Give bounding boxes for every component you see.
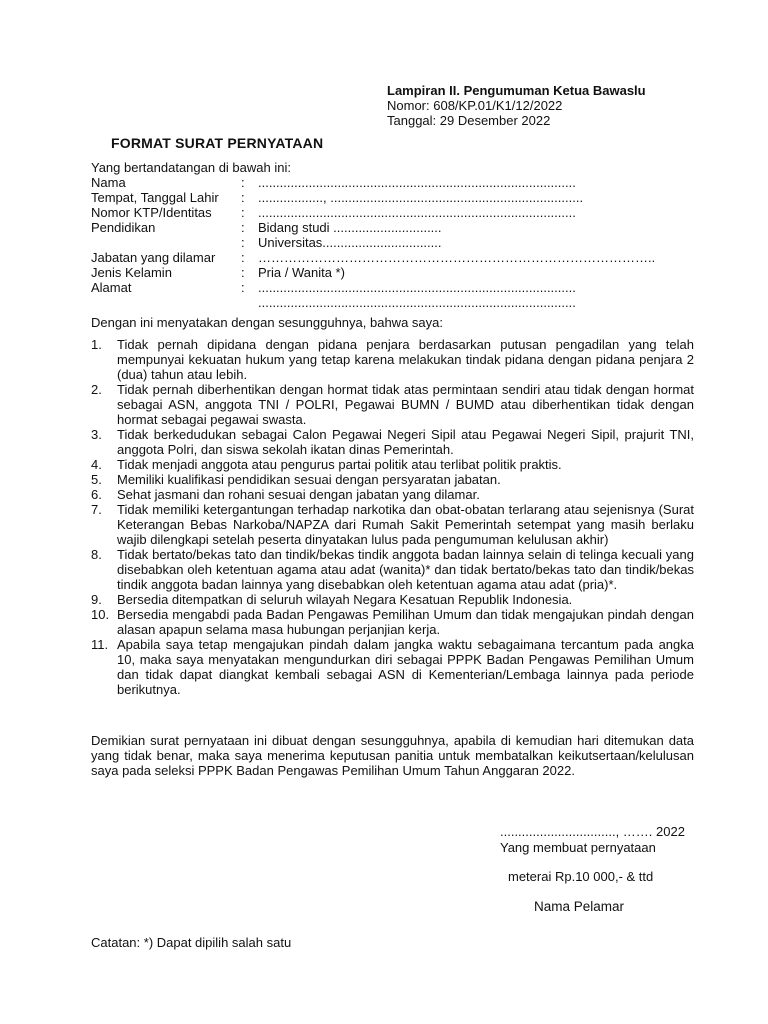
list-item-number: 3. xyxy=(91,427,102,442)
list-item-number: 2. xyxy=(91,382,102,397)
closing-paragraph: Demikian surat pernyataan ini dibuat dengan sesungguhnya, apabila di kemudian hari ditemukan data yang tidak benar, maka saya menerima keputusan panitia untuk membatalkan keikutsertaan/kelulusan saya pada seleksi PPPK Badan Pengawas Pemilihan Umum Tahun Anggaran 2022. xyxy=(91,733,694,778)
declaration-text: Dengan ini menyatakan dengan sesungguhnya, bahwa saya: xyxy=(91,315,443,330)
form-colon: : xyxy=(241,265,245,280)
form-value: ........................................................................................ xyxy=(258,280,576,295)
form-colon: : xyxy=(241,250,245,265)
list-item-number: 4. xyxy=(91,457,102,472)
list-item-text: Memiliki kualifikasi pendidikan sesuai dengan persyaratan jabatan. xyxy=(117,472,501,487)
identity-form xyxy=(91,175,655,310)
form-row xyxy=(91,205,655,220)
list-item-text: Tidak pernah dipidana dengan pidana penjara berdasarkan putusan pengadilan yang telah mempunyai kekuatan hukum yang tetap karena melakukan tindak pidana dengan pidana penjara 2 (dua) tahun atau lebih. xyxy=(117,337,694,382)
footnote: Catatan: *) Dapat dipilih salah satu xyxy=(91,935,292,950)
list-item-text: Bersedia ditempatkan di seluruh wilayah Negara Kesatuan Republik Indonesia. xyxy=(117,592,573,607)
signature-maker: Yang membuat pernyataan xyxy=(500,840,656,855)
form-row xyxy=(91,190,655,205)
form-row xyxy=(91,265,655,280)
form-label: Nama xyxy=(91,175,126,190)
form-row xyxy=(91,175,655,190)
list-item xyxy=(91,547,694,592)
form-value: ........................................................................................ xyxy=(258,175,576,190)
attachment-header xyxy=(387,83,646,128)
form-value: Bidang studi .............................. xyxy=(258,220,442,235)
list-item xyxy=(91,487,694,502)
form-value: Universitas................................. xyxy=(258,235,442,250)
form-label xyxy=(91,295,241,310)
list-item xyxy=(91,427,694,457)
attachment-title: Lampiran II. Pengumuman Ketua Bawaslu xyxy=(387,83,646,98)
list-item-number: 8. xyxy=(91,547,102,562)
form-row xyxy=(91,250,655,265)
stamp-note: meterai Rp.10 000,- & ttd xyxy=(508,869,654,884)
list-item-number: 9. xyxy=(91,592,102,607)
list-item-number: 6. xyxy=(91,487,102,502)
statement-list xyxy=(91,337,694,697)
list-item xyxy=(91,502,694,547)
form-row xyxy=(91,235,655,250)
document-title: FORMAT SURAT PERNYATAAN xyxy=(111,135,324,151)
list-item xyxy=(91,472,694,487)
form-colon: : xyxy=(241,205,245,220)
form-colon: : xyxy=(241,175,245,190)
list-item-text: Sehat jasmani dan rohani sesuai dengan jabatan yang dilamar. xyxy=(117,487,480,502)
list-item xyxy=(91,607,694,637)
list-item-number: 5. xyxy=(91,472,102,487)
list-item xyxy=(91,457,694,472)
list-item xyxy=(91,592,694,607)
list-item-number: 11. xyxy=(91,637,109,652)
list-item-text: Tidak bertato/bekas tato dan tindik/bekas tindik anggota badan lainnya selain di telinga kecuali yang disebabkan oleh ketentuan agama atau adat (wanita)* dan tidak bertato/bekas tato dan tindik/bekas tindik anggota badan lainnya yang disebabkan oleh ketentuan agama atau adat (pria)*. xyxy=(117,547,694,592)
form-label: Jenis Kelamin xyxy=(91,265,172,280)
form-value: .................., ...................................................................... xyxy=(258,190,584,205)
form-label: Pendidikan xyxy=(91,220,156,235)
list-item-number: 7. xyxy=(91,502,102,517)
form-colon: : xyxy=(241,235,245,250)
form-label: Tempat, Tanggal Lahir xyxy=(91,190,219,205)
form-row xyxy=(91,295,655,310)
form-colon: : xyxy=(241,220,245,235)
list-item-number: 10. xyxy=(91,607,110,622)
applicant-name: Nama Pelamar xyxy=(534,899,625,914)
form-colon: : xyxy=(241,280,245,295)
list-item-text: Bersedia mengabdi pada Badan Pengawas Pemilihan Umum dan tidak mengajukan pindah dengan alasan apapun selama masa hubungan perjanjian kerja. xyxy=(117,607,694,637)
form-value: ........................................................................................ xyxy=(258,295,576,310)
form-colon xyxy=(241,295,258,310)
form-label: Nomor KTP/Identitas xyxy=(91,205,212,220)
form-label xyxy=(91,235,241,250)
list-item-number: 1. xyxy=(91,337,102,352)
form-label: Alamat xyxy=(91,280,132,295)
form-value: ........................................................................................ xyxy=(258,205,576,220)
list-item xyxy=(91,337,694,382)
list-item xyxy=(91,382,694,427)
attachment-date: Tanggal: 29 Desember 2022 xyxy=(387,113,551,128)
list-item-text: Tidak pernah diberhentikan dengan hormat tidak atas permintaan sendiri atau tidak dengan hormat sebagai ASN, anggota TNI / POLRI, Pegawai BUMN / BUMD atau diberhentikan tidak dengan hormat sebagai pegawai swasta. xyxy=(117,382,694,427)
list-item-text: Tidak memiliki ketergantungan terhadap narkotika dan obat-obatan terlarang atau sejenisnya (Surat Keterangan Bebas Narkoba/NAPZA dari Rumah Sakit Pemerintah setempat yang masih berlaku wajib dilengkapi setelah peserta dinyatakan lulus pada pengumuman kelulusan akhir) xyxy=(117,502,694,547)
list-item-text: Apabila saya tetap mengajukan pindah dalam jangka waktu sebagaimana tercantum pada angka 10, maka saya menyatakan mengundurkan diri sebagai PPPK Badan Pengawas Pemilihan Umum dan tidak dapat diangkat kembali sebagai ASN di Kementerian/Lembaga lainnya pada periode berikutnya. xyxy=(117,637,694,697)
signature-date: ................................, ……. 2022 xyxy=(500,824,685,839)
form-value: Pria / Wanita *) xyxy=(258,265,345,280)
attachment-number: Nomor: 608/KP.01/K1/12/2022 xyxy=(387,98,563,113)
form-row xyxy=(91,220,655,235)
form-value: ……………………………………………………………………………….. xyxy=(258,250,656,265)
list-item-text: Tidak menjadi anggota atau pengurus partai politik atau terlibat politik praktis. xyxy=(117,457,562,472)
form-label: Jabatan yang dilamar xyxy=(91,250,216,265)
list-item-text: Tidak berkedudukan sebagai Calon Pegawai Negeri Sipil atau Pegawai Negeri Sipil, prajurit TNI, anggota Polri, dan siswa sekolah ikatan dinas Pemerintah. xyxy=(117,427,694,457)
list-item xyxy=(91,637,694,697)
intro-text: Yang bertandatangan di bawah ini: xyxy=(91,160,291,175)
form-colon: : xyxy=(241,190,245,205)
form-row xyxy=(91,280,655,295)
